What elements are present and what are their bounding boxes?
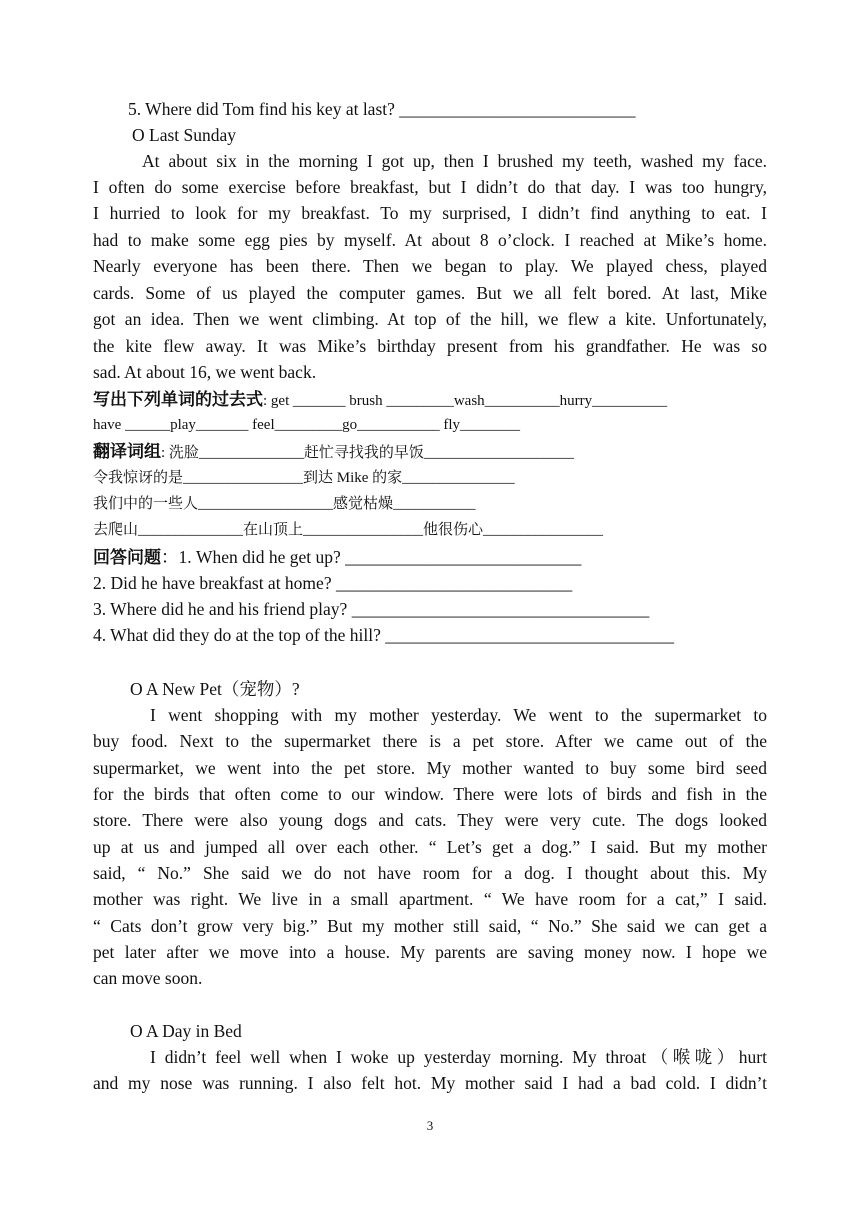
paragraph-line: got an idea. Then we went climbing. At top of the hill, we flew a kite. Unfortunately, [93,309,767,329]
question-1: ：1. When did he get up? ___________________________ [161,547,582,567]
paragraph-line: sad. At about 16, we went back. [93,362,317,382]
past-tense-exercise [93,386,767,414]
question-2: 2. Did he have breakfast at home? ___________________________ [93,573,573,593]
paragraph-line: can move soon. [93,968,203,988]
past-tense-blanks: : get _______ brush _________wash__________hurry__________ [263,393,668,409]
section-title-last-sunday: O Last Sunday [132,125,237,145]
past-tense-blanks-2: have ______play_______ feel_________go___________ fly________ [93,417,521,433]
translate-exercise [93,438,767,466]
paragraph-line: I often do some exercise before breakfast, but I didn’t do that day. I was too hungry, [93,177,767,197]
paragraph-line: Nearly everyone has been there. Then we began to play. We played chess, played [93,256,767,276]
section-title-day-in-bed: O A Day in Bed [130,1021,242,1041]
translate-blanks: : 洗脸______________赶忙寻找我的早饭____________________ [161,445,574,461]
paragraph-line: pet later after we move into a house. My parents are saving money now. I hope we [93,942,767,962]
translate-label: 翻译词组 [93,442,161,462]
paragraph-line: “ Cats don’t grow very big.” But my mother still said, “ No.” She said we can get a [93,916,767,936]
answer-label: 回答问题 [93,548,161,568]
paragraph-line: At about six in the morning I got up, then I brushed my teeth, washed my face. [142,151,767,171]
paragraph-line: up at us and jumped all over each other. “ Let’s get a dog.” I said. But my mother [93,837,767,857]
paragraph-line: buy food. Next to the supermarket there is a pet store. After we came out of the [93,731,767,751]
paragraph-line: I didn’t feel well when I woke up yesterday morning. My throat（喉咙）hurt [150,1047,767,1067]
question-4: 4. What did they do at the top of the hill? _________________________________ [93,625,675,645]
translate-blanks-2: 令我惊讶的是________________到达 Mike 的家_______________ [93,470,515,486]
paragraph-line: cards. Some of us played the computer games. But we all felt bored. At last, Mike [93,283,767,303]
paragraph-line: I went shopping with my mother yesterday. We went to the supermarket to [150,705,767,725]
page-number: 3 [426,1118,434,1133]
paragraph-line: for the birds that often come to our window. There were lots of birds and fish in the [93,784,767,804]
paragraph-line: said, “ No.” She said we do not have room for a dog. I thought about this. My [93,863,767,883]
paragraph-line: store. There were also young dogs and cats. They were very cute. The dogs looked [93,810,767,830]
paragraph-line: had to make some egg pies by myself. At about 8 o’clock. I reached at Mike’s home. [93,230,767,250]
translate-blanks-3: 我们中的一些人__________________感觉枯燥___________ [93,496,476,512]
question-3: 3. Where did he and his friend play? __________________________________ [93,599,650,619]
paragraph-line: supermarket, we went into the pet store. My mother wanted to buy some bird seed [93,758,767,778]
paragraph-line: and my nose was running. I also felt hot. My mother said I had a bad cold. I didn’t [93,1073,767,1093]
paragraph-line: I hurried to look for my breakfast. To my surprised, I didn’t find anything to eat. I [93,203,767,223]
past-tense-label: 写出下列单词的过去式 [93,390,263,410]
question-5-prev: 5. Where did Tom find his key at last? ___________________________ [128,99,636,119]
answer-questions [93,544,767,571]
paragraph-line: the kite flew away. It was Mike’s birthday present from his grandfather. He was so [93,336,767,356]
paragraph-line: mother was right. We live in a small apartment. “ We have room for a cat,” I said. [93,889,767,909]
translate-blanks-4: 去爬山______________在山顶上________________他很伤心________________ [93,522,604,538]
section-title-new-pet: O A New Pet（宠物）? [130,679,300,699]
